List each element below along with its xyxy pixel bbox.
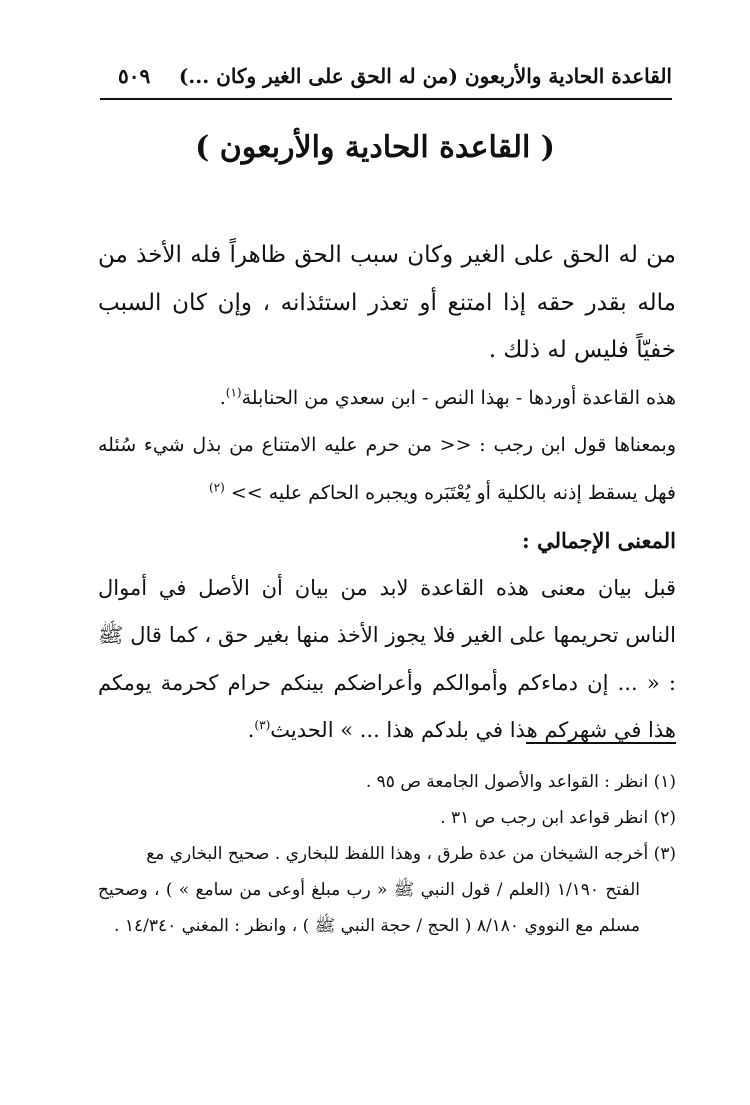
ibn-rajab-paragraph <box>98 422 676 517</box>
running-header <box>100 58 672 100</box>
rule-title: ( القاعدة الحادية والأربعون ) <box>195 130 555 165</box>
footnote-3: (٣) أخرجه الشيخان من عدة طرق ، وهذا اللفظ للبخاري . صحيح البخاري مع <box>146 844 676 864</box>
page-number: ٥٠٩ <box>118 64 151 88</box>
ibn-rajab-text: وبمعناها قول ابن رجب : << من حرم عليه الامتناع من بذل شيء سُئله فهل يسقط إذنه بالكلية أو يُعْتَبَره ويجبره الحاكم عليه >> <box>98 434 676 504</box>
footnote-ref-3: (٣) <box>254 718 271 732</box>
source-paragraph: هذه القاعدة أوردها - بهذا النص - ابن سعدي من الحنابلة$^{(١)}$. <box>219 385 676 409</box>
footnote-1: (١) انظر : القواعد والأصول الجامعة ص ٩٥ . <box>365 772 676 792</box>
rule-statement: من له الحق على الغير وكان سبب الحق ظاهراً فله الأخذ من ماله بقدر حقه إذا امتنع أو تعذر استئذانه ، وإن كان السبب خفيّاً فليس له ذلك . <box>98 242 676 363</box>
footnote-ref-2: (٢) <box>208 480 225 495</box>
footnotes <box>98 764 676 944</box>
body-text <box>98 232 676 755</box>
footnote-2: (٢) انظر قواعد ابن رجب ص ٣١ . <box>440 808 676 828</box>
footnote-ref-1: (١) <box>225 385 242 400</box>
source-text: هذه القاعدة أوردها - بهذا النص - ابن سعدي من الحنابلة <box>241 386 676 409</box>
running-header-title: القاعدة الحادية والأربعون (من له الحق على الغير وكان ...) <box>178 64 672 88</box>
general-meaning-paragraph: قبل بيان معنى هذه القاعدة لابد من بيان أن الأصل في أموال الناس تحريمها على الغير فلا يجوز الأخذ منها بغير حق ، كما قال ﷺ : « ... إن دماءكم وأموالكم وأعراضكم بينكم حرام كحرمة يومكم هذا في شهركم هذا في بلدكم هذا ... » الحديث$^{(٣)}$. <box>98 575 676 742</box>
general-meaning-text: قبل بيان معنى هذه القاعدة لابد من بيان أن الأصل في أموال الناس تحريمها على الغير فلا يجوز الأخذ منها بغير حق ، كما قال ﷺ : « ... إن دماءكم وأموالكم وأعراضكم بينكم حرام كحرمة يومكم هذا في شهركم هذا في بلدكم هذا ... » الحديث <box>98 575 676 742</box>
section-heading: المعنى الإجمالي : <box>522 528 676 553</box>
footnote-3-continued: الفتح ١/١٩٠ (العلم / قول النبي ﷺ « رب مبلغ أوعى من سامع » ) ، وصحيح مسلم مع النووي ٨/١٨٠ ( الحج / حجة النبي ﷺ ) ، وانظر : المغني ١٤/٣٤٠ . <box>98 880 640 936</box>
footnote-divider <box>526 742 676 744</box>
